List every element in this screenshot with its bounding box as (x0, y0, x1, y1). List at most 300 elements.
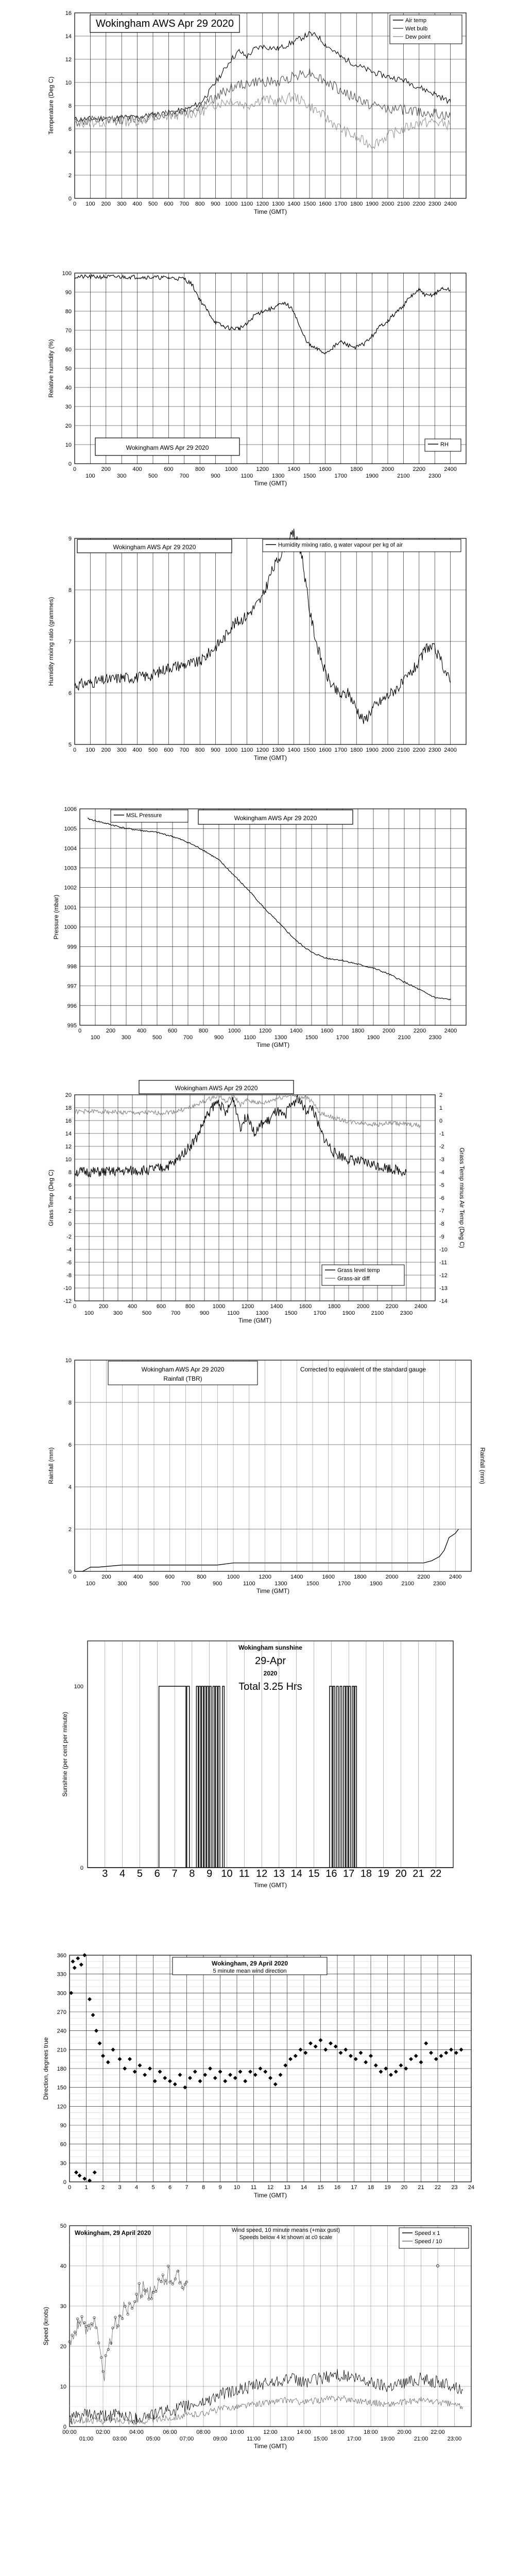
x-tick-label: 9 (218, 2184, 222, 2191)
x-tick-label: 1300 (274, 1035, 287, 1041)
chart-year: 2020 (263, 1670, 278, 1677)
y-tick-label: 1000 (64, 924, 77, 931)
x-tick-label: 1000 (225, 201, 238, 207)
x-tick-label: 100 (84, 1310, 94, 1316)
wind-direction-chart (44, 1950, 484, 2208)
x-tick-label: 1800 (351, 1028, 365, 1034)
legend-label: Dew point (405, 34, 431, 40)
y-tick-label: 995 (67, 1023, 77, 1029)
sunshine-bar (204, 1686, 206, 1868)
sunshine-bar (340, 1686, 341, 1868)
y-tick-label: 30 (65, 404, 72, 410)
x-tick-label: 400 (136, 1028, 147, 1034)
chart-title: Wokingham AWS Apr 29 2020 (141, 1366, 225, 1373)
sunshine-bar (330, 1686, 332, 1868)
x-axis-label: Time (GMT) (238, 1317, 272, 1324)
x-tick-label: 1700 (313, 1310, 327, 1316)
x-tick-label: 700 (183, 1035, 193, 1041)
direction-point (439, 2054, 443, 2058)
x-tick-label: 2000 (381, 466, 394, 472)
x-tick-label: 2300 (400, 1310, 413, 1316)
y-tick-label: 50 (65, 366, 72, 372)
x-tick-label: 12:00 (263, 2429, 278, 2435)
x-tick-label: 09:00 (213, 2436, 228, 2442)
x-tick-label: 18 (367, 2184, 374, 2191)
y2-tick-label: -12 (439, 1273, 448, 1279)
plot-area (75, 1360, 471, 1571)
x-tick-label: 500 (148, 473, 158, 479)
direction-point (163, 2076, 167, 2080)
direction-point (143, 2073, 147, 2077)
y-tick-label: 10 (60, 2384, 66, 2390)
y-tick-label: 100 (62, 270, 72, 277)
x-tick-label: 900 (214, 1035, 224, 1041)
x-tick-label: 20 (395, 1868, 407, 1879)
x-tick-label: 300 (117, 747, 127, 753)
y-tick-label: 60 (60, 2141, 66, 2148)
x-tick-label: 1500 (303, 747, 316, 753)
y2-tick-label: -4 (439, 1170, 444, 1176)
grass-temp-chart (44, 1079, 476, 1332)
x-tick-label: 00:00 (62, 2429, 77, 2435)
y-axis-label: Temperature (Deg C) (47, 76, 55, 135)
y-axis-label: Rainfall (mm) (47, 1447, 55, 1484)
x-tick-label: 800 (185, 1303, 195, 1310)
x-tick-label: 200 (101, 466, 111, 472)
x-tick-label: 1400 (287, 466, 300, 472)
x-tick-label: 10 (233, 2184, 241, 2191)
x-tick-label: 300 (113, 1310, 123, 1316)
direction-point (263, 2070, 267, 2074)
y-tick-label: 1005 (64, 826, 77, 833)
x-axis-label: Time (GMT) (256, 1041, 290, 1048)
y-tick-label: 9 (68, 536, 72, 542)
chart-title: Wokingham AWS Apr 29 2020 (126, 444, 209, 451)
direction-point (308, 2041, 313, 2045)
x-tick-label: 1400 (270, 1303, 283, 1310)
x-tick-label: 2400 (414, 1303, 427, 1310)
temperature-chart-panel (44, 8, 476, 219)
y-axis-label: Direction, degrees true (42, 2037, 49, 2100)
x-tick-label: 800 (195, 747, 205, 753)
direction-point (128, 2057, 132, 2061)
x-tick-label: 700 (170, 1310, 181, 1316)
x-tick-label: 100 (85, 747, 95, 753)
chart-subtitle: Rainfall (TBR) (163, 1375, 202, 1382)
x-tick-label: 1000 (228, 1028, 241, 1034)
x-tick-label: 1700 (334, 201, 348, 207)
direction-point (88, 1997, 92, 2002)
chart-title: Wokingham AWS Apr 29 2020 (234, 815, 317, 822)
x-tick-label: 1100 (241, 747, 253, 753)
x-tick-label: 08:00 (196, 2429, 211, 2435)
y2-tick-label: -10 (439, 1247, 448, 1253)
y-axis-label: Grass Temp (Deg C) (47, 1170, 55, 1226)
x-tick-label: 06:00 (163, 2429, 177, 2435)
legend-label: Grass level temp (337, 1267, 380, 1274)
sunshine-bar (346, 1686, 348, 1868)
y2-tick-label: 0 (439, 1118, 443, 1124)
direction-point (349, 2054, 353, 2058)
direction-point (173, 2082, 177, 2087)
rainfall-chart (44, 1350, 486, 1605)
y-tick-label: 1006 (64, 806, 77, 812)
chart-note: Corrected to equivalent of the standard gauge (300, 1366, 426, 1373)
x-tick-label: 2100 (397, 201, 410, 207)
x-tick-label: 15:00 (313, 2436, 328, 2442)
x-tick-label: 0 (78, 1028, 82, 1034)
direction-point (414, 2054, 418, 2058)
y-tick-label: 6 (68, 1442, 72, 1448)
x-tick-label: 19:00 (380, 2436, 395, 2442)
wind-speed-chart-panel (44, 2215, 484, 2468)
wind-direction-chart-panel (44, 1950, 484, 2208)
x-tick-label: 17 (343, 1868, 355, 1879)
y-tick-label: 20 (60, 2344, 66, 2350)
y2-axis-label: Grass Temp minus Air Temp (Deg C) (458, 1147, 466, 1248)
direction-point (444, 2050, 448, 2055)
y-tick-label: 300 (57, 1990, 66, 1997)
x-tick-label: 21 (418, 2184, 424, 2191)
x-tick-label: 0 (67, 2184, 72, 2191)
x-tick-label: 200 (98, 1303, 109, 1310)
sunshine-bar (352, 1686, 354, 1868)
x-tick-label: 2400 (444, 466, 457, 472)
y2-tick-label: 2 (439, 1092, 443, 1098)
y-tick-label: 8 (68, 1400, 72, 1406)
y-tick-label: 4 (68, 149, 72, 156)
mixing-ratio-chart (44, 533, 476, 768)
direction-point (294, 2054, 298, 2058)
x-tick-label: 0 (73, 466, 77, 472)
x-tick-label: 1300 (271, 747, 285, 753)
x-tick-label: 100 (85, 1581, 95, 1587)
x-tick-label: 2300 (428, 473, 441, 479)
direction-point (319, 2038, 323, 2042)
x-tick-label: 1900 (342, 1310, 355, 1316)
direction-point (118, 2057, 122, 2061)
y-tick-label: 270 (57, 2009, 66, 2015)
x-tick-label: 11:00 (247, 2436, 261, 2442)
x-tick-label: 14 (300, 2184, 307, 2191)
chart-date: 29-Apr (254, 1655, 286, 1667)
sunshine-bar (187, 1686, 190, 1868)
x-tick-label: 900 (213, 1581, 222, 1587)
direction-point (259, 2066, 263, 2071)
x-tick-label: 02:00 (96, 2429, 110, 2435)
x-tick-label: 1300 (271, 473, 285, 479)
x-tick-label: 18 (360, 1868, 372, 1879)
direction-point (203, 2073, 207, 2077)
x-tick-label: 1300 (274, 1581, 287, 1587)
x-tick-label: 10:00 (230, 2429, 244, 2435)
x-axis-label: Time (GMT) (253, 208, 287, 215)
x-tick-label: 13:00 (280, 2436, 295, 2442)
y-tick-label: 60 (65, 347, 72, 353)
x-tick-label: 2400 (444, 747, 457, 753)
direction-point (78, 2174, 82, 2178)
x-tick-label: 15 (317, 2184, 324, 2191)
x-tick-label: 2000 (382, 1028, 396, 1034)
x-tick-label: 200 (101, 747, 111, 753)
x-tick-label: 2400 (444, 201, 457, 207)
x-tick-label: 1800 (350, 466, 363, 472)
x-tick-label: 2200 (413, 466, 426, 472)
direction-point (228, 2073, 232, 2077)
y-tick-label: 8 (68, 103, 72, 109)
direction-point (253, 2073, 258, 2077)
y-tick-label: 2 (68, 173, 72, 179)
direction-point (198, 2079, 202, 2083)
x-tick-label: 400 (132, 466, 142, 472)
y-tick-label: 0 (68, 1569, 72, 1575)
humidity-chart (44, 268, 476, 495)
x-tick-label: 1100 (243, 1581, 255, 1587)
y-tick-label: 7 (68, 639, 72, 645)
y-tick-label: 30 (60, 2160, 66, 2167)
y-tick-label: 8 (68, 587, 72, 594)
y-tick-label: 30 (60, 2303, 66, 2310)
direction-point (283, 2063, 287, 2067)
x-tick-label: 22:00 (431, 2429, 445, 2435)
x-tick-label: 2200 (385, 1303, 399, 1310)
x-tick-label: 300 (117, 1581, 127, 1587)
y-tick-label: 16 (65, 10, 72, 16)
x-tick-label: 1100 (244, 1035, 256, 1041)
x-tick-label: 1500 (303, 473, 316, 479)
direction-point (449, 2047, 453, 2052)
direction-point (354, 2057, 358, 2061)
x-tick-label: 2000 (385, 1574, 399, 1580)
x-tick-label: 1500 (303, 201, 316, 207)
direction-point (188, 2076, 192, 2080)
x-tick-label: 1800 (328, 1303, 341, 1310)
x-tick-label: 400 (133, 1574, 143, 1580)
x-tick-label: 1400 (289, 1028, 303, 1034)
x-tick-label: 900 (211, 473, 220, 479)
x-tick-label: 200 (101, 201, 111, 207)
x-tick-label: 1200 (259, 1574, 271, 1580)
sunshine-bar (201, 1686, 203, 1868)
y-tick-label: 18 (65, 1105, 72, 1111)
y-tick-label: 12 (65, 57, 72, 63)
y-tick-label: 20 (65, 1092, 72, 1098)
x-tick-label: 1000 (225, 747, 238, 753)
x-tick-label: 1400 (287, 747, 300, 753)
x-tick-label: 2200 (413, 201, 426, 207)
direction-point (82, 2177, 87, 2181)
x-tick-label: 1000 (212, 1303, 226, 1310)
x-tick-label: 2000 (356, 1303, 370, 1310)
x-tick-label: 5 (151, 2184, 155, 2191)
x-tick-label: 2300 (433, 1581, 446, 1587)
direction-point (178, 2073, 182, 2077)
y-tick-label: 330 (57, 1971, 66, 1978)
direction-point (74, 2171, 78, 2175)
x-tick-label: 400 (132, 201, 142, 207)
x-tick-label: 23 (451, 2184, 458, 2191)
x-tick-label: 1200 (256, 747, 269, 753)
y2-tick-label: -1 (439, 1131, 444, 1137)
x-tick-label: 1200 (256, 201, 269, 207)
x-tick-label: 14 (290, 1868, 302, 1879)
x-tick-label: 8 (201, 2184, 205, 2191)
y2-tick-label: -2 (439, 1144, 444, 1150)
x-tick-label: 100 (85, 201, 95, 207)
y-tick-label: 12 (65, 1144, 72, 1150)
direction-point (329, 2041, 333, 2045)
y-tick-label: 0 (80, 1865, 83, 1871)
x-tick-label: 1400 (290, 1574, 303, 1580)
chart-title: Wokingham AWS Apr 29 2020 (113, 544, 196, 551)
y-tick-label: 360 (57, 1953, 66, 1959)
x-tick-label: 1400 (287, 201, 300, 207)
y-tick-label: 0 (63, 2424, 66, 2430)
x-tick-label: 12 (267, 2184, 274, 2191)
x-tick-label: 1100 (241, 473, 253, 479)
sunshine-bar (210, 1686, 211, 1868)
sunshine-bar (336, 1686, 338, 1868)
x-tick-label: 900 (199, 1310, 210, 1316)
x-axis-label: Time (GMT) (253, 1882, 287, 1889)
y2-tick-label: -8 (439, 1221, 444, 1227)
x-tick-label: 2100 (401, 1581, 415, 1587)
x-tick-label: 1600 (319, 747, 332, 753)
chart-title: Wokingham, 29 April 2020 (75, 2229, 151, 2236)
x-tick-label: 1600 (299, 1303, 312, 1310)
legend-label: Grass-air diff (337, 1276, 370, 1282)
x-tick-label: 18:00 (364, 2429, 378, 2435)
direction-point (454, 2050, 458, 2055)
rainfall-chart-panel (44, 1350, 486, 1605)
direction-point (158, 2070, 162, 2074)
sunshine-bar (196, 1686, 198, 1868)
y-tick-label: -10 (63, 1285, 72, 1292)
y-tick-label: 0 (63, 2179, 66, 2185)
sunshine-bar (222, 1686, 224, 1868)
x-tick-label: 8 (189, 1868, 195, 1879)
x-tick-label: 400 (127, 1303, 138, 1310)
chart-title: Wokingham AWS Apr 29 2020 (175, 1084, 258, 1092)
x-tick-label: 7 (185, 2184, 188, 2191)
y-tick-label: 20 (65, 423, 72, 429)
x-tick-label: 2000 (381, 201, 394, 207)
x-tick-label: 11 (250, 2184, 257, 2191)
sunshine-bar (207, 1686, 209, 1868)
sunshine-bar (349, 1686, 350, 1868)
x-tick-label: 1500 (305, 1035, 318, 1041)
x-tick-label: 9 (207, 1868, 213, 1879)
y-tick-label: 10 (65, 442, 72, 448)
x-tick-label: 1700 (336, 1035, 349, 1041)
direction-point (218, 2070, 222, 2074)
direction-point (106, 2060, 110, 2064)
x-tick-label: 1700 (334, 473, 348, 479)
x-tick-label: 2200 (413, 747, 426, 753)
x-tick-label: 19 (384, 2184, 391, 2191)
x-axis-label: Time (GMT) (253, 480, 287, 487)
x-tick-label: 4 (134, 2184, 139, 2191)
y-axis-label: Relative humidity (%) (47, 339, 55, 398)
x-tick-label: 3 (102, 1868, 108, 1879)
x-tick-label: 900 (211, 201, 220, 207)
x-tick-label: 600 (156, 1303, 166, 1310)
legend-label: MSL Pressure (126, 812, 162, 819)
y-tick-label: 90 (65, 290, 72, 296)
grass-temp-chart-panel (44, 1079, 476, 1332)
y-tick-label: 100 (74, 1684, 83, 1690)
y-tick-label: 2 (68, 1527, 72, 1533)
y-tick-label: 996 (67, 1003, 77, 1009)
x-tick-label: 800 (197, 1574, 207, 1580)
y-tick-label: 8 (68, 1170, 72, 1176)
y2-tick-label: -14 (439, 1298, 448, 1304)
direction-point (299, 2047, 303, 2052)
direction-point (288, 2057, 293, 2061)
x-tick-label: 1900 (367, 1035, 380, 1041)
legend-label: Wet bulb (405, 26, 428, 32)
legend-label: RH (440, 442, 449, 448)
y-tick-label: 6 (68, 126, 72, 132)
y-tick-label: 6 (68, 690, 72, 697)
x-tick-label: 200 (106, 1028, 116, 1034)
direction-point (223, 2079, 227, 2083)
y-tick-label: -6 (66, 1260, 72, 1266)
x-tick-label: 700 (179, 747, 189, 753)
x-tick-label: 600 (167, 1028, 178, 1034)
y-tick-label: 16 (65, 1118, 72, 1124)
x-tick-label: 1800 (350, 747, 363, 753)
x-tick-label: 03:00 (112, 2436, 127, 2442)
x-tick-label: 900 (211, 747, 220, 753)
x-tick-label: 21:00 (414, 2436, 428, 2442)
direction-point (429, 2050, 433, 2055)
x-tick-label: 2300 (428, 201, 441, 207)
legend-label: Speed / 10 (415, 2239, 442, 2245)
x-tick-label: 23:00 (447, 2436, 462, 2442)
x-tick-label: 22 (430, 1868, 442, 1879)
x-tick-label: 700 (181, 1581, 191, 1587)
y-tick-label: 999 (67, 944, 77, 951)
direction-point (279, 2073, 283, 2077)
x-tick-label: 16:00 (330, 2429, 345, 2435)
x-tick-label: 24 (468, 2184, 475, 2191)
y-tick-label: 1001 (64, 904, 77, 911)
direction-point (138, 2063, 142, 2067)
x-tick-label: 2100 (397, 473, 410, 479)
series-line-grass-level-temp (75, 1095, 406, 1177)
x-tick-label: 1500 (306, 1581, 319, 1587)
x-tick-label: 2300 (428, 1035, 442, 1041)
direction-point (193, 2070, 197, 2074)
direction-point (268, 2076, 272, 2080)
x-tick-label: 0 (73, 747, 77, 753)
x-tick-label: 04:00 (129, 2429, 144, 2435)
direction-point (233, 2076, 237, 2080)
x-tick-label: 1200 (241, 1303, 254, 1310)
mixing-ratio-chart-panel (44, 533, 476, 768)
y-tick-label: 120 (57, 2104, 66, 2110)
sunshine-bar (355, 1686, 356, 1868)
chart-subtitle: 5 minute mean wind direction (213, 1968, 287, 1974)
direction-point (101, 2054, 105, 2058)
y-tick-label: 240 (57, 2028, 66, 2035)
sunshine-bar (218, 1686, 220, 1868)
x-tick-label: 11 (238, 1868, 250, 1879)
x-tick-label: 1900 (366, 747, 379, 753)
x-tick-label: 2400 (444, 1028, 457, 1034)
x-tick-label: 500 (148, 747, 158, 753)
